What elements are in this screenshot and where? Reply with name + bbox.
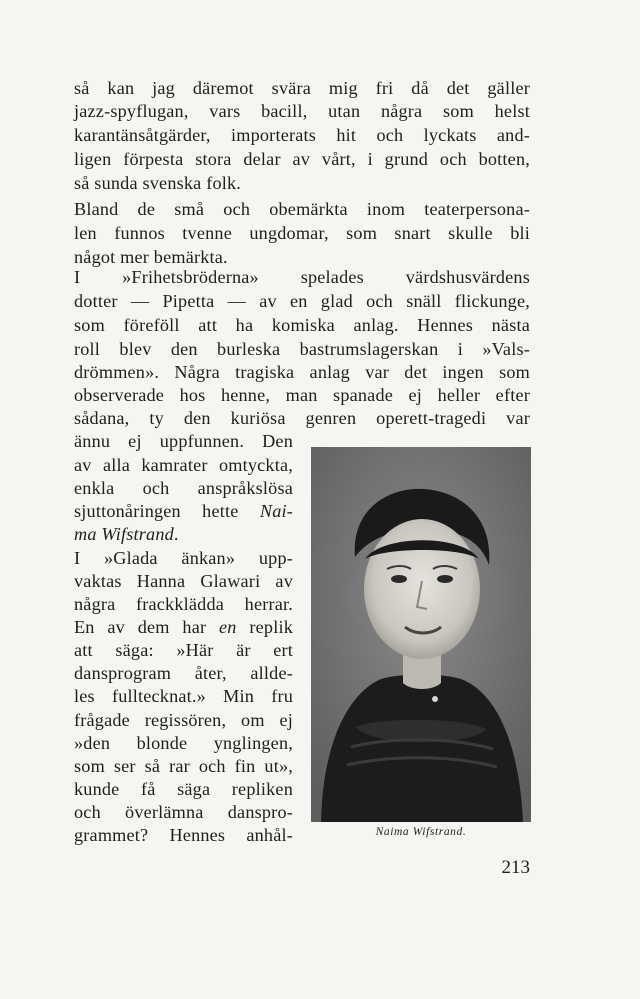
italic-name: ma Wifstrand <box>74 524 174 544</box>
text-line: vaktas Hanna Glawari av <box>74 571 293 591</box>
text-line: les fulltecknat.» Min fru <box>74 686 293 706</box>
text-line: I »Glada änkan» upp- <box>74 548 293 568</box>
text-fragment: . <box>173 524 179 544</box>
text-line: observerade hos henne, man spanade ej heller efter <box>74 385 530 405</box>
text-line: ligen förpesta stora delar av vårt, i grund och botten, <box>74 149 530 169</box>
text-line: I »Frihetsbröderna» spelades värdshusvärdens <box>74 267 530 287</box>
text-line: kunde få säga repliken <box>74 779 293 799</box>
italic-name: Nai- <box>259 501 293 521</box>
text-line: len funnos tvenne ungdomar, som snart skulle bli <box>74 223 530 243</box>
text-line: att säga: »Här är ert <box>74 640 293 660</box>
text-line: karantänsåtgärder, importerats hit och lyckats and- <box>74 125 530 145</box>
text-line: något mer bemärkta. <box>74 247 228 267</box>
text-line: några frackklädda herrar. <box>74 594 293 614</box>
text-line: som ser så rar och fin ut», <box>74 756 293 776</box>
text-line: som föreföll att ha komiska anlag. Hennes nästa <box>74 315 530 335</box>
text-line: drömmen». Några tragiska anlag var det ingen som <box>74 362 530 382</box>
text-line: och överlämna danspro- <box>74 802 293 822</box>
text-line: Bland de små och obemärkta inom teaterpersona- <box>74 199 530 219</box>
text-fragment: replik <box>236 617 293 637</box>
page-number: 213 <box>501 857 530 878</box>
text-fragment: En av dem har <box>74 617 220 637</box>
text-line <box>74 500 293 522</box>
text-line: dansprogram åter, allde- <box>74 663 293 683</box>
text-line: roll blev den burleska bastrumslagerskan i »Vals- <box>74 339 530 359</box>
text-line: så sunda svenska folk. <box>74 173 242 193</box>
photo-caption: Naima Wifstrand. <box>375 826 467 838</box>
text-line: jazz-spyflugan, vars bacill, utan några som helst <box>74 101 530 121</box>
text-fragment: sjuttonåringen hette <box>74 501 260 521</box>
text-line: frågade regissören, om ej <box>74 710 293 730</box>
text-line: »den blonde ynglingen, <box>74 733 293 753</box>
text-line: så kan jag däremot svära mig fri då det gäller <box>74 78 530 98</box>
portrait-photo <box>311 447 531 822</box>
text-line: av alla kamrater omtyckta, <box>74 455 293 475</box>
text-line: sådana, ty den kuriösa genren operett-tragedi var <box>74 408 530 428</box>
text-line: ännu ej uppfunnen. Den <box>74 431 293 451</box>
text-line: grammet? Hennes anhål- <box>74 825 293 845</box>
text-line <box>74 523 293 545</box>
text-line: dotter — Pipetta — av en glad och snäll flickunge, <box>74 291 530 311</box>
text-line: enkla och anspråkslösa <box>74 478 293 498</box>
text-line <box>74 616 293 638</box>
italic-word: en <box>219 617 237 637</box>
portrait-illustration <box>311 447 531 822</box>
